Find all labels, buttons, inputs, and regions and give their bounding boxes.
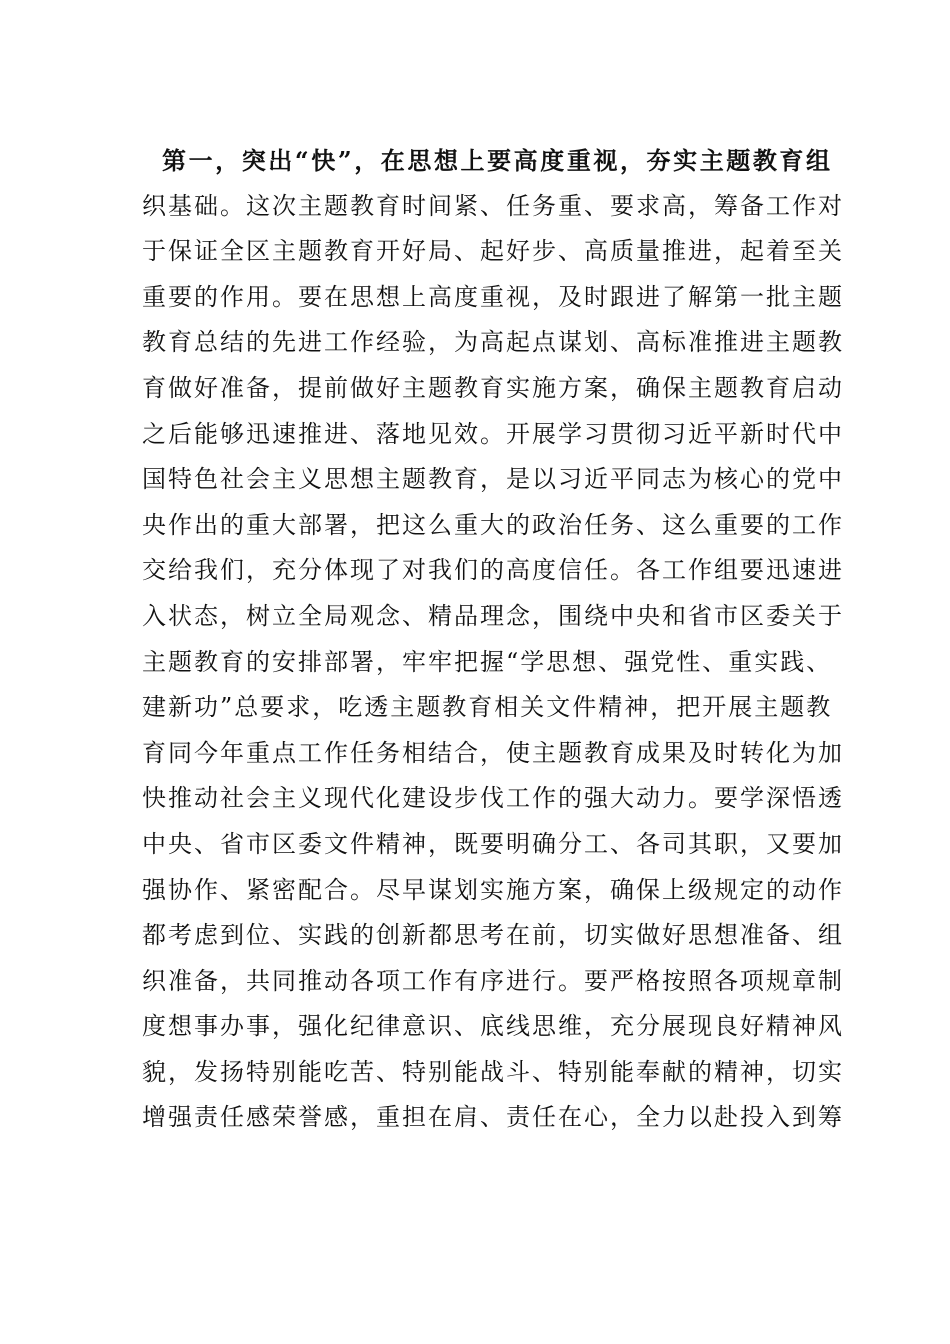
paragraph-line: 貌，发扬特别能吃苦、特别能战斗、特别能奉献的精神，切实 (142, 1057, 844, 1086)
paragraph-line: 织准备，共同推动各项工作有序进行。要严格按照各项规章制 (142, 966, 844, 995)
paragraph-line: 增强责任感荣誉感，重担在肩、责任在心，全力以赴投入到筹 (142, 1103, 844, 1132)
paragraph-line: 央作出的重大部署，把这么重大的政治任务、这么重要的工作 (142, 510, 844, 539)
paragraph-line: 快推动社会主义现代化建设步伐工作的强大动力。要学深悟透 (142, 784, 844, 813)
paragraph-line: 于保证全区主题教育开好局、起好步、高质量推进，起着至关 (142, 237, 844, 266)
paragraph-line: 度想事办事，强化纪律意识、底线思维，充分展现良好精神风 (142, 1012, 844, 1041)
paragraph-line: 织基础。这次主题教育时间紧、任务重、要求高，筹备工作对 (142, 191, 844, 220)
paragraph-line: 育同今年重点工作任务相结合，使主题教育成果及时转化为加 (142, 738, 844, 767)
paragraph-line: 强协作、紧密配合。尽早谋划实施方案，确保上级规定的动作 (142, 875, 844, 904)
paragraph-line: 建新功”总要求，吃透主题教育相关文件精神，把开展主题教 (142, 693, 833, 722)
paragraph-line: 重要的作用。要在思想上高度重视，及时跟进了解第一批主题 (142, 282, 844, 311)
paragraph-line: 国特色社会主义思想主题教育，是以习近平同志为核心的党中 (142, 465, 844, 494)
paragraph-line: 中央、省市区委文件精神，既要明确分工、各司其职，又要加 (142, 829, 844, 858)
paragraph-line: 育做好准备，提前做好主题教育实施方案，确保主题教育启动 (142, 373, 844, 402)
paragraph-line: 都考虑到位、实践的创新都思考在前，切实做好思想准备、组 (142, 921, 844, 950)
paragraph-line: 之后能够迅速推进、落地见效。开展学习贯彻习近平新时代中 (142, 419, 844, 448)
paragraph-line: 主题教育的安排部署，牢牢把握“学思想、强党性、重实践、 (142, 647, 833, 676)
paragraph-line: 交给我们，充分体现了对我们的高度信任。各工作组要迅速进 (142, 556, 844, 585)
paragraph-line: 教育总结的先进工作经验，为高起点谋划、高标准推进主题教 (142, 328, 844, 357)
paragraph-line: 入状态，树立全局观念、精品理念，围绕中央和省市区委关于 (142, 601, 844, 630)
body-paragraph (142, 138, 844, 1141)
paragraph-lead-line: 第一，突出“快”，在思想上要高度重视，夯实主题教育组 (162, 146, 832, 175)
